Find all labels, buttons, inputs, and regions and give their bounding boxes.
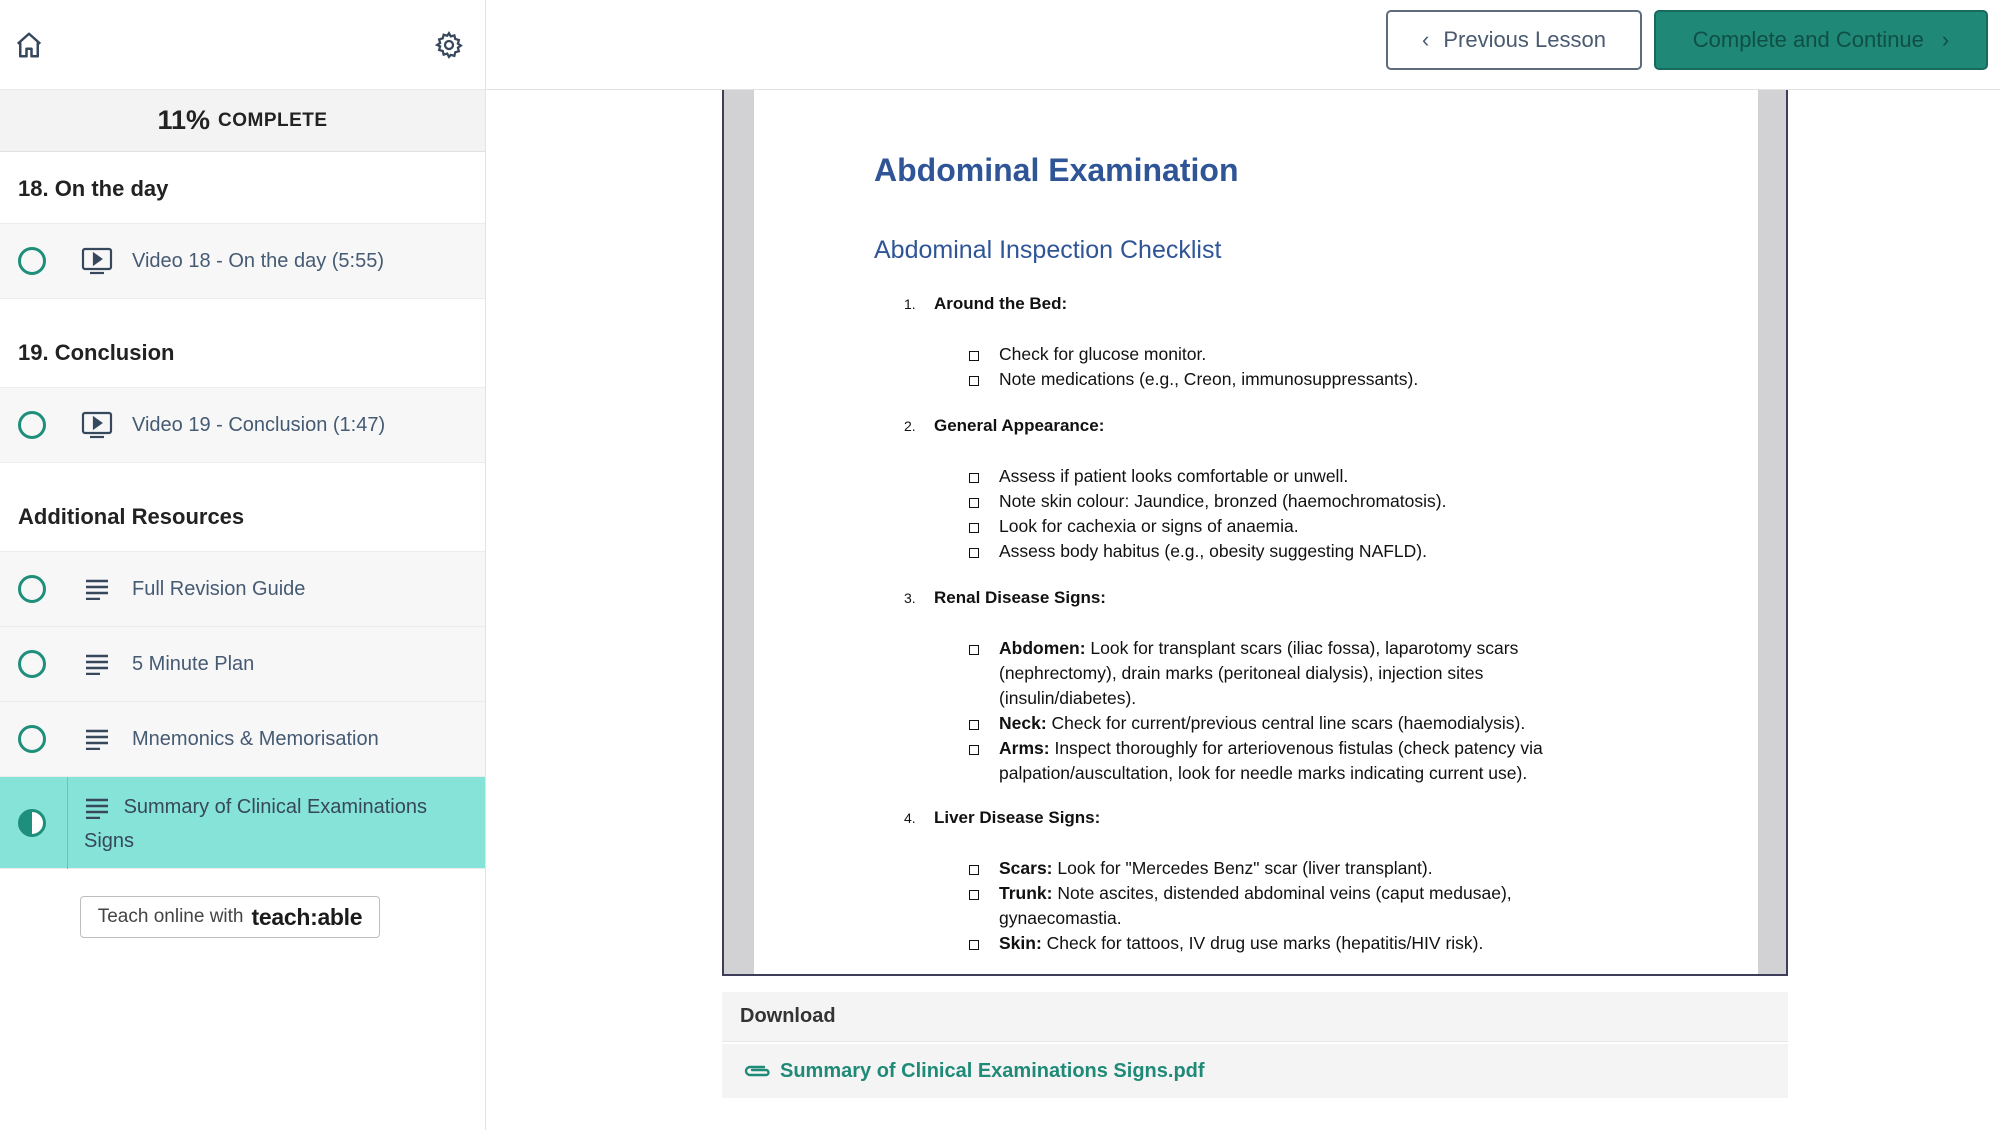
checklist-section-heading: 4. Liver Disease Signs:: [904, 808, 1101, 827]
lesson-label: Summary of Clinical Examinations Signs: [84, 796, 427, 852]
gear-icon[interactable]: [426, 22, 472, 68]
paperclip-icon: [742, 1061, 772, 1081]
video-icon: [80, 408, 114, 442]
teachable-logo: teach:able: [251, 903, 363, 930]
section-title: 18. On the day: [0, 154, 485, 224]
checklist-item: Scars: Look for "Mercedes Benz" scar (liver transplant).: [969, 856, 1569, 881]
lesson-item[interactable]: [0, 627, 485, 702]
document-subtitle: Abdominal Inspection Checklist: [874, 236, 1222, 264]
teachable-badge-link[interactable]: [80, 896, 380, 938]
download-file-name: Summary of Clinical Examinations Signs.pdf: [780, 1059, 1205, 1082]
lesson-label: Video 19 - Conclusion (1:47): [132, 413, 386, 436]
text-lines-icon: [80, 722, 114, 756]
checklist-section-heading: 2. General Appearance:: [904, 416, 1105, 435]
in-progress-circle-icon: [18, 809, 46, 837]
chevron-left-icon: ‹: [1422, 27, 1430, 52]
text-lines-icon: [80, 572, 114, 606]
incomplete-circle-icon: [18, 650, 46, 678]
lesson-label: Video 18 - On the day (5:55): [132, 249, 385, 272]
document-title: Abdominal Examination: [874, 152, 1239, 188]
course-sidebar: [0, 0, 486, 1130]
pdf-viewer[interactable]: [722, 90, 1788, 976]
lesson-item[interactable]: [0, 702, 485, 777]
checklist-item: Assess body habitus (e.g., obesity suggesting NAFLD).: [969, 539, 1569, 564]
complete-and-continue-button[interactable]: [1654, 10, 1988, 70]
section-title: Additional Resources: [0, 482, 485, 552]
pdf-page: [754, 90, 1758, 974]
download-file-link[interactable]: [722, 1044, 1788, 1098]
lesson-label: 5 Minute Plan: [132, 652, 255, 675]
lesson-label: Mnemonics & Memorisation: [132, 727, 379, 750]
section-title: 19. Conclusion: [0, 318, 485, 388]
text-lines-icon: [84, 797, 118, 825]
checklist-section-heading: 3. Renal Disease Signs:: [904, 588, 1106, 607]
teach-prefix: Teach online with: [97, 906, 244, 927]
lesson-item[interactable]: [0, 224, 485, 299]
incomplete-circle-icon: [18, 725, 46, 753]
checklist-item: Neck: Check for current/previous central line scars (haemodialysis).: [969, 711, 1569, 736]
lesson-item[interactable]: [0, 388, 485, 463]
course-progress: [0, 90, 485, 152]
checklist-item: Skin: Check for tattoos, IV drug use marks (hepatitis/HIV risk).: [969, 931, 1569, 956]
checklist-item: Note skin colour: Jaundice, bronzed (haemochromatosis).: [969, 489, 1569, 514]
download-heading: Download: [722, 992, 1788, 1042]
checklist-item: Check for glucose monitor.: [969, 342, 1569, 367]
text-lines-icon: [80, 647, 114, 681]
incomplete-circle-icon: [18, 411, 46, 439]
previous-lesson-button[interactable]: [1386, 10, 1642, 70]
incomplete-circle-icon: [18, 575, 46, 603]
complete-continue-label: Complete and Continue: [1692, 27, 1924, 52]
checklist-item: Note medications (e.g., Creon, immunosuppressants).: [969, 367, 1569, 392]
incomplete-circle-icon: [18, 247, 46, 275]
lesson-header: [486, 0, 2000, 90]
lesson-item-active[interactable]: [0, 777, 485, 869]
checklist-item: Arms: Inspect thoroughly for arteriovenous fistulas (check patency via palpation/auscultation, look for needle marks indicating current use).: [969, 736, 1569, 786]
checklist-item: Abdomen: Look for transplant scars (iliac fossa), laparotomy scars (nephrectomy), drain marks (peritoneal dialysis), injection sites (insulin/diabetes).: [969, 636, 1569, 711]
checklist-item: Assess if patient looks comfortable or unwell.: [969, 464, 1569, 489]
checklist-section-heading: 1. Around the Bed:: [904, 294, 1068, 313]
lesson-item[interactable]: [0, 552, 485, 627]
checklist-item: Trunk: Note ascites, distended abdominal veins (caput medusae), gynaecomastia.: [969, 881, 1569, 931]
sidebar-top-bar: [0, 0, 485, 90]
lesson-label: Full Revision Guide: [132, 577, 306, 600]
previous-lesson-label: Previous Lesson: [1443, 27, 1606, 52]
home-icon[interactable]: [6, 22, 52, 68]
video-icon: [80, 244, 114, 278]
progress-percent: 11%: [157, 105, 210, 135]
chevron-right-icon: ›: [1941, 27, 1950, 52]
progress-label: COMPLETE: [218, 109, 328, 131]
checklist-item: Look for cachexia or signs of anaemia.: [969, 514, 1569, 539]
